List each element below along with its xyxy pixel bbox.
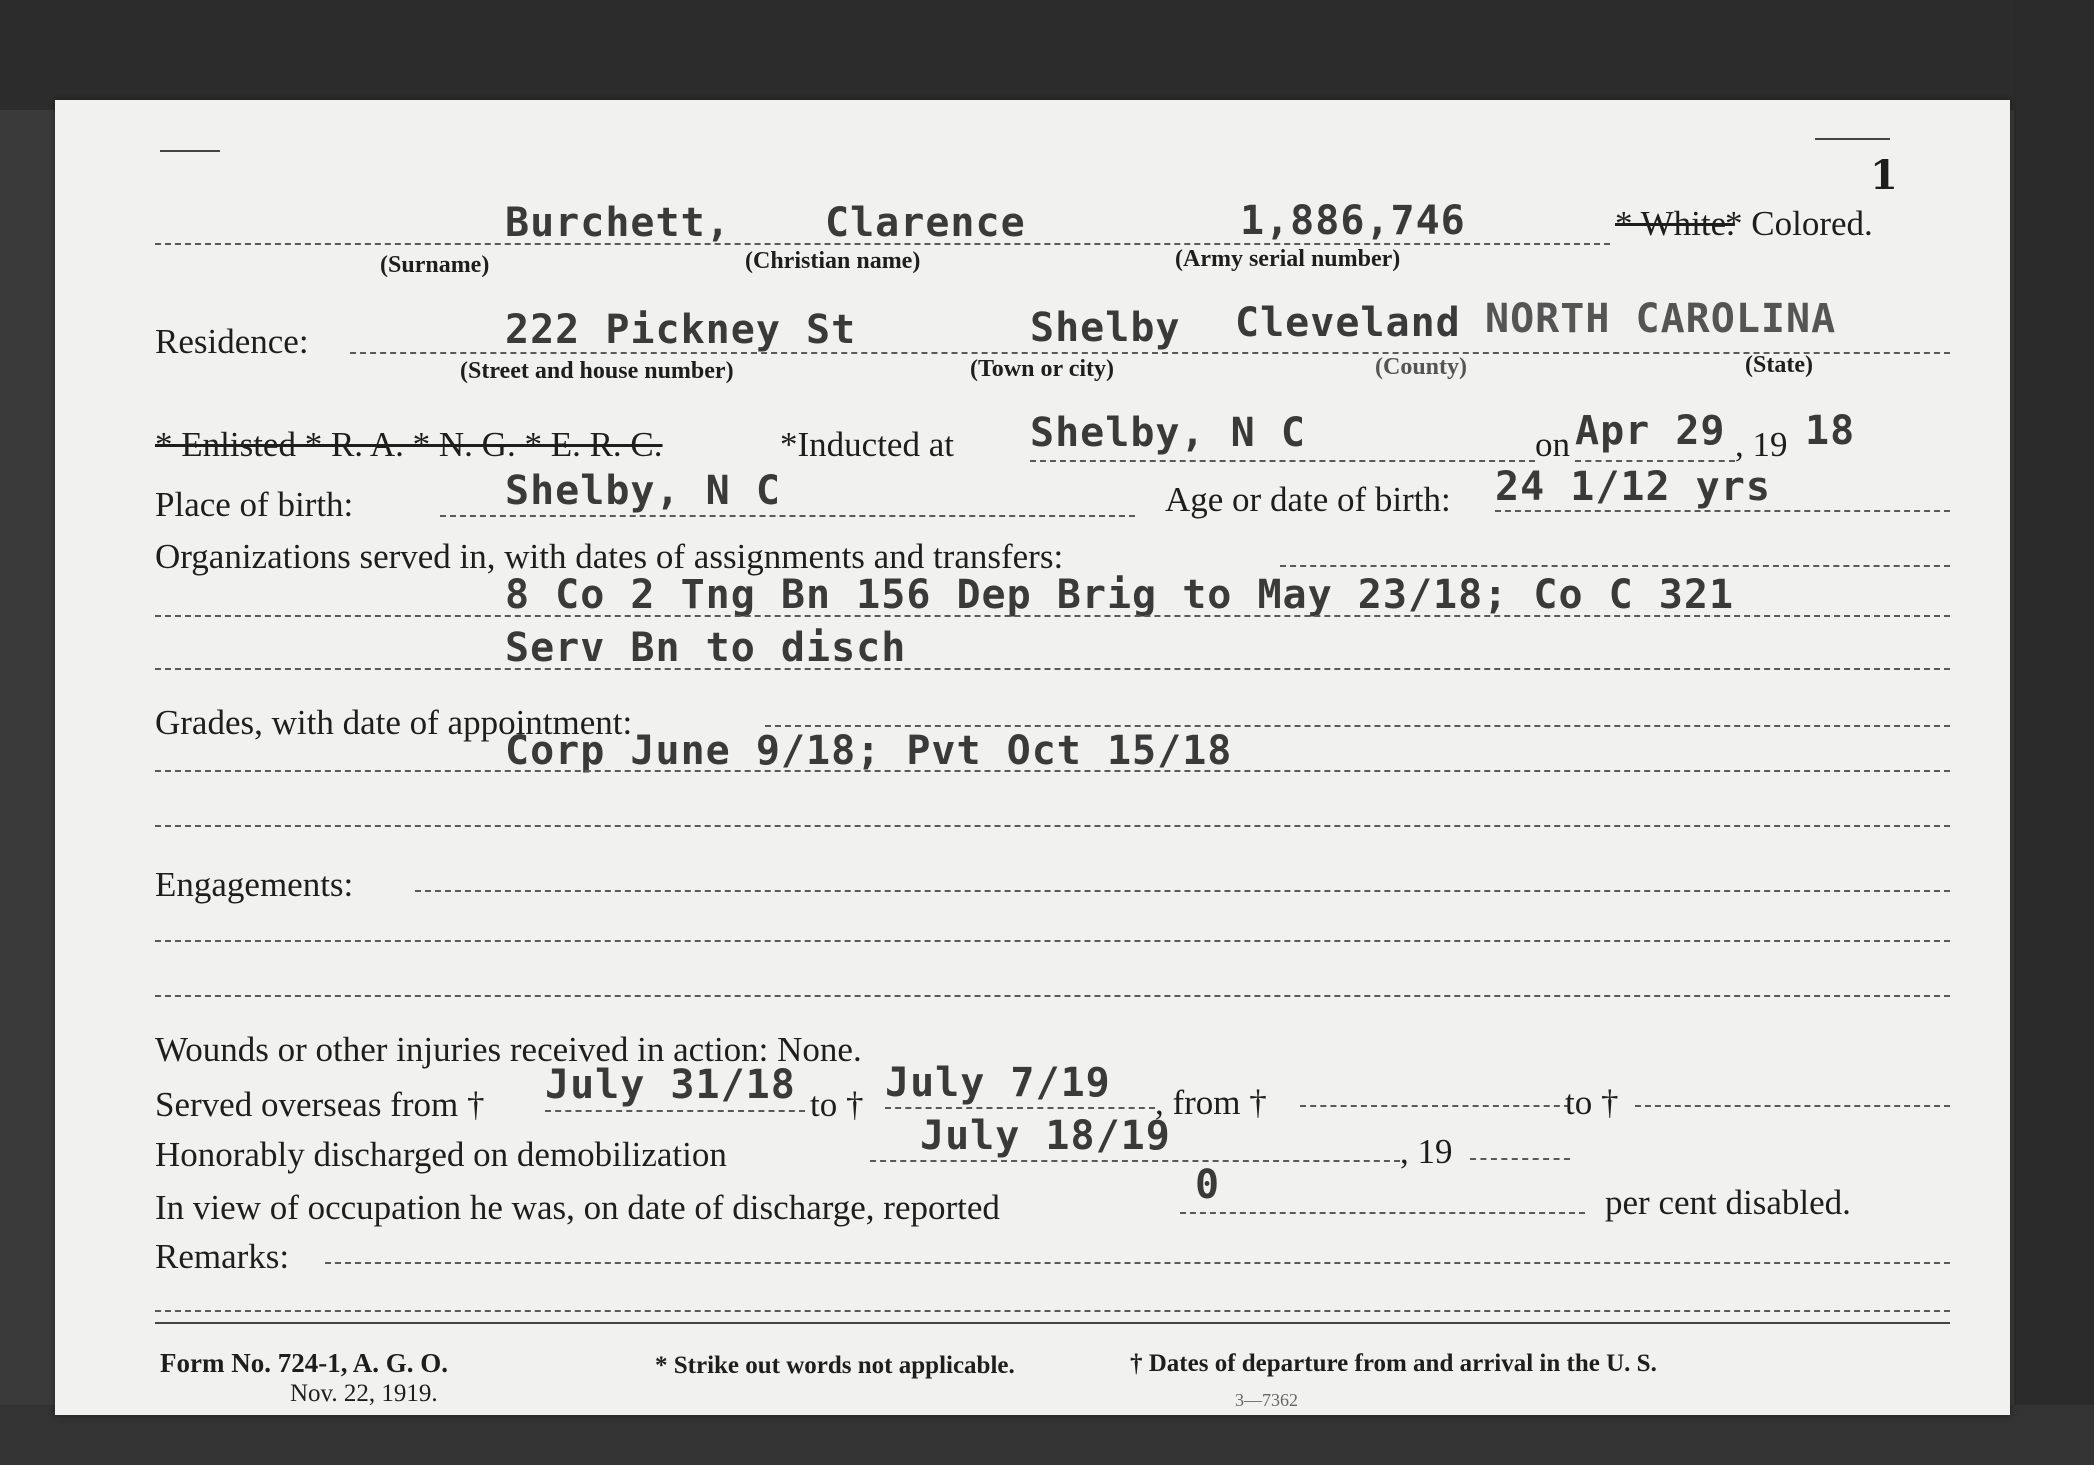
inducted-label: *Inducted at	[780, 425, 954, 464]
remarks-rule-1	[325, 1262, 1950, 1264]
stamp-number: 3—7362	[1235, 1390, 1298, 1410]
county-caption: (County)	[1375, 354, 1468, 380]
age-line	[1495, 510, 1950, 512]
grades-rule-1	[155, 770, 1950, 772]
corner-mark-left	[160, 150, 220, 152]
organizations-rule-2	[155, 668, 1950, 670]
service-record-card	[55, 100, 2010, 1415]
disability-line	[1180, 1212, 1585, 1214]
grades-rule-2	[155, 825, 1950, 827]
scan-background-right	[2014, 0, 2094, 1465]
engagements-rule-3	[155, 995, 1950, 997]
surname-caption: (Surname)	[380, 252, 490, 278]
overseas-from2-line	[1300, 1105, 1570, 1107]
scan-background-top	[0, 0, 2094, 110]
dates-note: † Dates of departure from and arrival in the U. S.	[1130, 1350, 1657, 1377]
residence-label: Residence:	[155, 322, 309, 361]
overseas-from-line	[545, 1110, 805, 1112]
organizations-label: Organizations served in, with dates of assignments and transfers:	[155, 537, 1064, 576]
inducted-place-line	[1030, 460, 1535, 462]
discharge-year-label: , 19	[1400, 1132, 1453, 1171]
inducted-year-value: 18	[1805, 408, 1856, 454]
serial-number-value: 1,886,746	[1240, 198, 1466, 244]
christian-name-caption: (Christian name)	[745, 248, 921, 274]
on-label: on	[1535, 425, 1570, 464]
discharge-date-line	[870, 1160, 1400, 1162]
street-caption: (Street and house number)	[460, 358, 734, 384]
overseas-label: Served overseas from †	[155, 1085, 485, 1124]
organizations-label-line	[1280, 565, 1950, 567]
remarks-label: Remarks:	[155, 1237, 290, 1276]
inducted-date-line	[1575, 460, 1735, 462]
discharge-label: Honorably discharged on demobilization	[155, 1135, 727, 1174]
disability-suffix: per cent disabled.	[1605, 1183, 1851, 1222]
serial-number-caption: (Army serial number)	[1175, 246, 1401, 272]
engagements-rule-1	[415, 890, 1950, 892]
overseas-from2-label: , from †	[1155, 1083, 1267, 1122]
grades-line1: Corp June 9/18; Pvt Oct 15/18	[505, 728, 1233, 774]
overseas-to2-line	[1635, 1105, 1950, 1107]
enlisted-options: * Enlisted * R. A. * N. G. * E. R. C.	[155, 425, 663, 464]
age-value: 24 1/12 yrs	[1495, 464, 1771, 510]
place-of-birth-line	[440, 515, 1135, 517]
year-prefix: , 19	[1735, 425, 1788, 464]
footer-rule	[155, 1322, 1950, 1324]
discharge-date-value: July 18/19	[920, 1113, 1171, 1159]
overseas-to-line	[885, 1107, 1155, 1109]
disability-label: In view of occupation he was, on date of discharge, reported	[155, 1188, 1000, 1227]
overseas-to-value: July 7/19	[885, 1060, 1111, 1106]
inducted-place-value: Shelby, N C	[1030, 410, 1306, 456]
overseas-to-label: to †	[810, 1085, 864, 1124]
name-line	[155, 243, 1610, 245]
race-colored-option: * Colored.	[1725, 204, 1873, 243]
discharge-year-line	[1470, 1158, 1570, 1160]
corner-mark-right	[1815, 138, 1890, 140]
place-of-birth-label: Place of birth:	[155, 485, 354, 524]
engagements-label: Engagements:	[155, 865, 354, 904]
strike-note: * Strike out words not applicable.	[655, 1352, 1015, 1379]
engagements-rule-2	[155, 940, 1950, 942]
state-value: NORTH CAROLINA	[1485, 296, 1837, 342]
remarks-rule-2	[155, 1310, 1950, 1312]
form-number: Form No. 724-1, A. G. O.	[160, 1348, 448, 1378]
card-number: 1	[1870, 152, 1898, 199]
place-of-birth-value: Shelby, N C	[505, 468, 781, 514]
wounds-label: Wounds or other injuries received in action: None.	[155, 1030, 862, 1069]
overseas-to2-label: to †	[1565, 1083, 1619, 1122]
form-date: Nov. 22, 1919.	[290, 1380, 438, 1407]
race-white-option: * White.	[1615, 204, 1735, 243]
inducted-date-value: Apr 29	[1575, 408, 1726, 454]
christian-name-value: Clarence	[825, 200, 1026, 246]
street-value: 222 Pickney St	[505, 307, 857, 353]
town-caption: (Town or city)	[970, 356, 1114, 382]
organizations-line1: 8 Co 2 Tng Bn 156 Dep Brig to May 23/18; Co C 321	[505, 572, 1735, 618]
state-caption: (State)	[1745, 352, 1813, 378]
disability-value: 0	[1195, 1162, 1221, 1208]
grades-label: Grades, with date of appointment:	[155, 703, 633, 742]
residence-line	[350, 352, 1950, 354]
overseas-from-value: July 31/18	[545, 1062, 796, 1108]
county-value: Cleveland	[1235, 300, 1461, 346]
age-label: Age or date of birth:	[1165, 480, 1451, 519]
organizations-rule-1	[155, 615, 1950, 617]
town-value: Shelby	[1030, 305, 1181, 351]
surname-value: Burchett,	[505, 200, 731, 246]
grades-label-line	[765, 725, 1950, 727]
organizations-line2: Serv Bn to disch	[505, 625, 907, 671]
